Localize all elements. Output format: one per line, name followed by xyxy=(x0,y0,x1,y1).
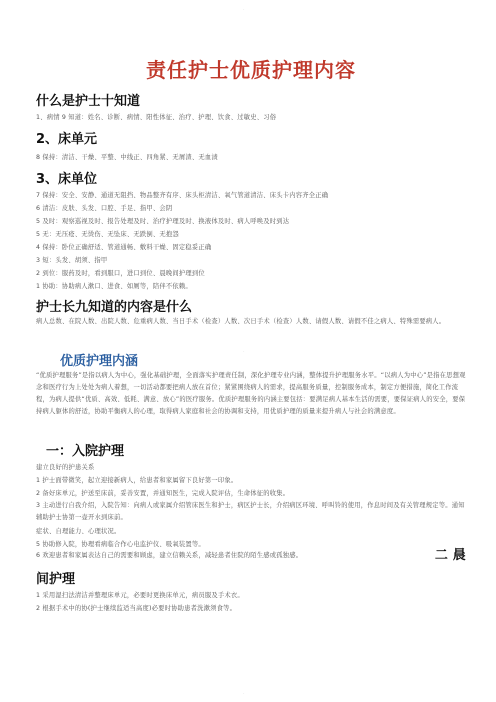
heading-morning-care: 间护理 xyxy=(36,572,76,587)
heading-connotation: 优质护理内涵 xyxy=(60,354,139,369)
text-line: 5 协助修入院，协理看病临合作心电监护仪、吸氧装置等。 xyxy=(36,541,205,548)
text-line: 3 短：头发、胡须、指甲 xyxy=(36,257,108,264)
text-line: 5 无：无压疮、无烫伤、无坠床、无跌倒、无抱怨 xyxy=(36,231,179,238)
text-line: 建立良好的护患关系 xyxy=(36,464,95,471)
heading-ten-know: 什么是护士十知道 xyxy=(36,94,141,109)
text-head-nurse: 病人总数、在院人数、出院人数、危重病人数、当日手术（检查）人数、次日手术（检查）人数、请假人数、请假不佳之病人、特殊需要病人。 xyxy=(36,318,446,325)
text-line: 4 保持：卧位正确舒适、管道通畅、敷料干燥、固定稳妥正确 xyxy=(36,244,212,251)
heading-bed-unit: 2、床单元 xyxy=(36,132,98,147)
text-bed-unit: 8 保持：清洁、干燥、平整、中线正、四角紧、无屑渣、无血渍 xyxy=(36,154,218,161)
text-line: 6 欢迎患者和家属表达自己的需要和顾虑，建立信赖关系，减轻患者住院的陌生感或孤独感。 xyxy=(36,552,303,559)
watermark-mid: . xyxy=(243,348,245,354)
watermark-top: . xyxy=(243,6,245,12)
text-line: 1 护士面带微笑，起立迎接新病人，给患者和家属留下良好第一印象。 xyxy=(36,477,238,484)
text-line: 5 及时：观察巡视及时、报告处理及时、治疗护理及时、换液体及时、病人呼唤及时到达 xyxy=(36,218,290,225)
page-title: 责任护士优质护理内容 xyxy=(146,58,356,82)
text-line: 6 清洁：皮肤、头发、口腔、手足、指甲、会阴 xyxy=(36,205,173,212)
heading-admission: 一：入院护理 xyxy=(46,444,125,459)
heading-head-nurse: 护士长九知道的内容是什么 xyxy=(36,300,193,315)
heading-morning-inline: 二 晨 xyxy=(434,548,466,563)
text-line-with-heading xyxy=(36,547,466,565)
text-line: 症状、自理能力、心理状况。 xyxy=(36,528,121,535)
text-line: 2 根据手术中的协(护士继续监适当高度)必要时协助患者洗漱须食等。 xyxy=(36,605,237,612)
watermark-bottom: . xyxy=(243,690,245,696)
text-line: 2 到位：服药及时，看到服口，进口到位、晨晚间护理到位 xyxy=(36,270,205,277)
text-line: 3 主动进行自我介绍，入院告知：向病人或家属介绍管床医生和护士，病区护士长，介绍病区环境、呼叫铃的使用，作息时间及有关管理规定等。通知辅助护士协第一壶开水到床前。 xyxy=(36,502,465,521)
text-line: 1 采用湿扫法清洁并整理床单元，必要时更换床单元，病员服及手术衣。 xyxy=(36,592,244,599)
text-line: 2 备好床单元，护送至床前，妥善安置，并通知医生，完成入院评估，生命体征的收集。 xyxy=(36,490,290,497)
text-connotation: “优质护理服务”是指以病人为中心，强化基础护理，全面落实护理责任制，深化护理专业内涵，整体提升护理服务水平。“以病人为中心”是指在思想观念和医疗行为上处处为病人着想，一切活动都要把病人放在首位；紧紧围绕病人的需求，提高服务质量，控制服务成本，制定方便措施，简化工作流程，为病人提供“优质、高效、低耗、满意、放心”的医疗服务。优质护理服务的内涵主要包括：要满足病人基本生活的需要，要保证病人的安全，要保持病人躯体的舒适，协助平衡病人的心理，取得病人家庭和社会的协调和支持，用优质护理的质量来提升病人与社会的满意度。 xyxy=(36,372,466,415)
heading-bed-position: 3、床单位 xyxy=(36,172,98,187)
text-line: 7 保持：安全、安静、通道无阻挡、物品整齐有序、床头柜清洁、氧气管道清洁、床头卡内容齐全正确 xyxy=(36,192,329,199)
text-line: 1 协助：协助病人漱口、进食、如厕等，陪伴不依赖。 xyxy=(36,283,192,290)
text-ten-know: 1、病情 9 知道：姓名、诊断、病情、阳性体征、治疗、护理、饮食、过敏史、习俗 xyxy=(36,114,277,121)
